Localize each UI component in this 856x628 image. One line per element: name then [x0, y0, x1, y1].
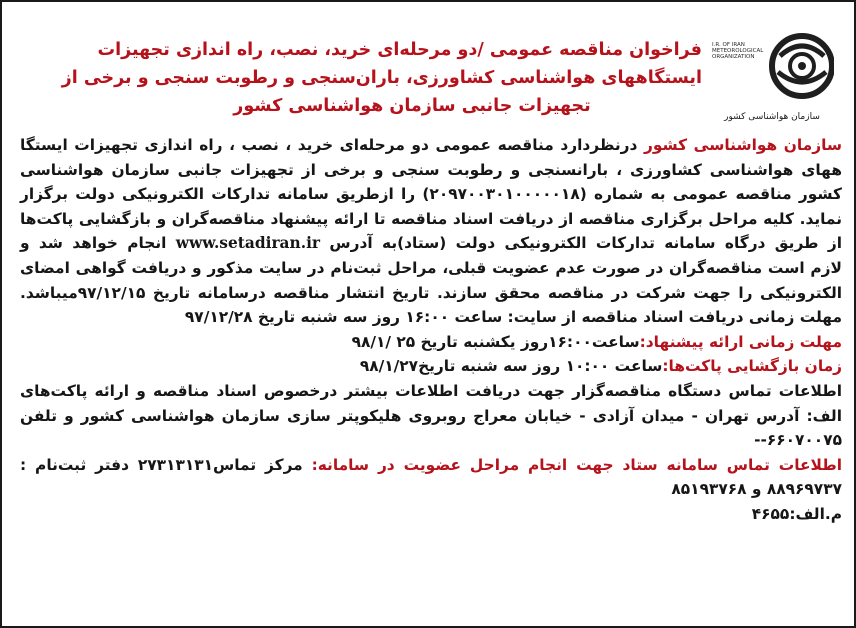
body-line: اطلاعات تماس دستگاه مناقصه‌گزار جهت دریافت اطلاعات بیشتر درخصوص اسناد مناقصه و ارائه پاکت‌های — [20, 381, 842, 400]
setad-contact-label: اطلاعات تماس سامانه ستاد جهت انجام مراحل عضویت در سامانه: — [311, 455, 842, 474]
registration-phones: ۸۸۹۶۹۷۳۷ و ۸۵۱۹۳۷۶۸ — [671, 480, 842, 499]
offer-deadline-label: مهلت زمانی ارائه پیشنهاد: — [639, 332, 842, 351]
body-line: ههای هواشناسی کشاورزی ، بارانسنجی و رطوبت سنجی و برخی از تجهیزات جانبی سازمان هواشناسی — [20, 160, 842, 179]
opening-time-label: زمان بازگشایی پاکت‌ها: — [662, 357, 842, 376]
title-line: فراخوان مناقصه عمومی /دو مرحله‌ای خرید، نصب، راه اندازی تجهیزات — [97, 40, 702, 60]
setad-website-link[interactable]: www.setadiran.ir — [175, 234, 321, 253]
notice-title — [61, 36, 702, 120]
offer-deadline — [20, 330, 842, 355]
body-text: انجام خواهد شد و — [20, 234, 176, 253]
globe-logo-icon — [710, 26, 834, 112]
body-text: از طریق درگاه سامانه تدارکات الکترونیکی دولت (ستاد)به آدرس — [320, 234, 842, 253]
body-line — [20, 133, 842, 158]
documents-deadline: مهلت زمانی دریافت اسناد مناقصه از سایت: ساعت ۱۶:۰۰ روز سه شنبه تاریخ ۹۷/۱۲/۲۸ — [184, 308, 842, 327]
body-text: درنظردارد مناقصه عمومی دو مرحله‌ای خرید ، نصب ، راه اندازی تجهیزات ایستگا — [20, 136, 644, 154]
organization-logo — [702, 16, 842, 126]
setad-contact — [20, 453, 842, 478]
body-line: الکترونیکی را جهت شرکت در مناقصه محقق سازند. تاریخ انتشار مناقصه درسامانه تاریخ ۹۷/۱۲/۱۵میباشد. — [20, 283, 842, 302]
title-line: ایستگاههای هواشناسی کشاورزی، باران‌سنجی و رطوبت سنجی و برخی از — [61, 68, 702, 88]
address-line: الف: آدرس تهران - میدان آزادی - خیابان معراج روبروی هلیکوپتر سازی سازمان هواشناسی کشور و تلفن — [20, 406, 842, 425]
logo-english-text: I.R. OF IRAN METEOROLOGICAL ORGANIZATION — [712, 42, 764, 60]
organization-name: سازمان هواشناسی کشور — [643, 136, 842, 154]
notice-body — [20, 133, 842, 527]
body-line — [20, 231, 842, 256]
body-line: نماید. کلیه مراحل برگزاری مناقصه از دریافت اسناد مناقصه تا ارائه پیشنهاد مناقصه‌گران و بازگشایی پاکت‌ها — [20, 209, 842, 228]
body-line: کشور مناقصه عمومی به شماره (۲۰۹۷۰۰۳۰۱۰۰۰۰۰۱۸) را ازطریق سامانه تدارکات الکترونیکی دولت برگزار — [20, 185, 842, 204]
logo-persian-name: سازمان هواشناسی کشور — [724, 112, 820, 122]
opening-time-value: ساعت ۱۰:۰۰ روز سه شنبه تاریخ۹۸/۱/۲۷ — [359, 357, 663, 376]
opening-time — [20, 354, 842, 379]
reference-code: م.الف:۴۶۵۵ — [751, 504, 842, 523]
setad-contact-value: مرکز تماس۲۷۳۱۳۱۳۱ دفتر ثبت‌نام : — [20, 455, 312, 474]
body-line: لازم است مناقصه‌گران در صورت عدم عضویت قبلی، مراحل ثبت‌نام در سایت مذکور و دریافت گواهی امضای — [20, 258, 842, 277]
offer-deadline-value: ساعت۱۶:۰۰روز یکشنبه تاریخ ۲۵ /۹۸/۱ — [351, 332, 640, 351]
phone-number: ۶۶۰۷۰۰۷۵-- — [754, 431, 842, 450]
title-line: تجهیزات جانبی سازمان هواشناسی کشور — [233, 96, 591, 116]
